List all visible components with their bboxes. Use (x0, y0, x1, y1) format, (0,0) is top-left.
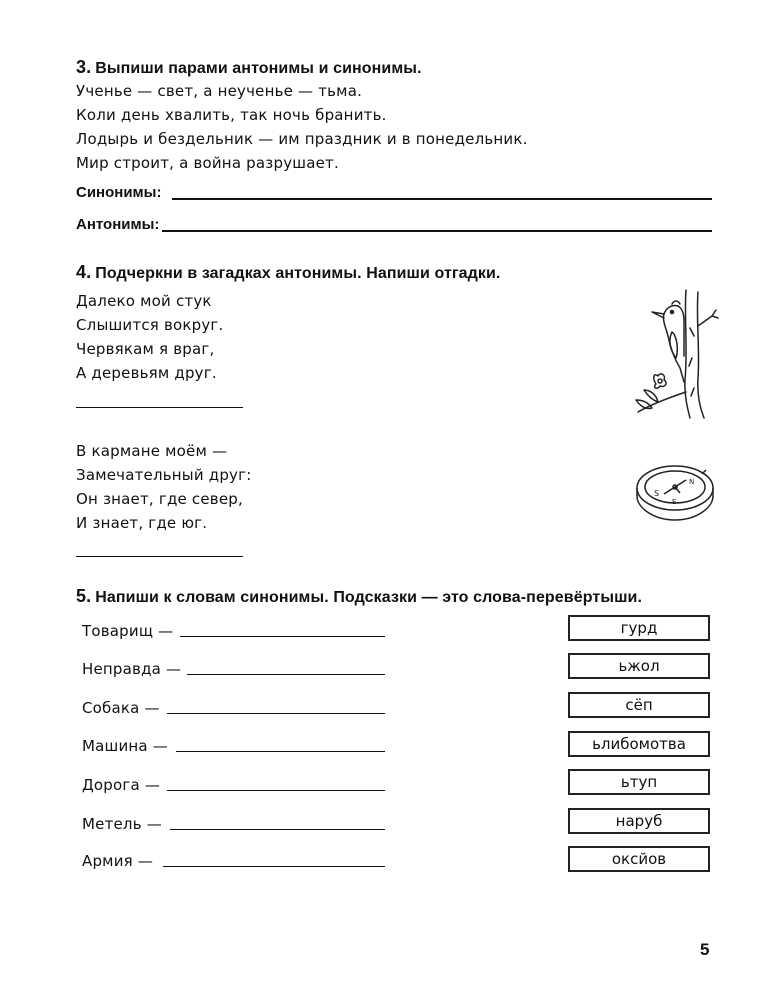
compass-illustration (634, 462, 716, 524)
riddle-1-line-1: Далеко мой стук (76, 292, 212, 310)
word-7-answer-line[interactable] (163, 866, 385, 867)
proverb-line-2: Коли день хвалить, так ночь бранить. (76, 106, 387, 124)
task-5-title-text: Напиши к словам синонимы. Подсказки — это слова-перевёртыши. (95, 589, 643, 606)
word-2-answer-line[interactable] (187, 674, 385, 675)
proverb-line-4: Мир строит, а война разрушает. (76, 154, 339, 172)
svg-text:E: E (672, 498, 677, 506)
hint-box-2: ьжол (568, 653, 710, 679)
task-4-number: 4. (76, 262, 92, 282)
task-4-title-text: Подчеркни в загадках антонимы. Напиши отгадки. (95, 265, 501, 282)
riddle-2-answer-line[interactable] (76, 556, 243, 557)
task-5-number: 5. (76, 586, 92, 606)
word-3-answer-line[interactable] (167, 713, 385, 714)
svg-text:S: S (654, 489, 660, 498)
task-3-title (76, 57, 422, 78)
svg-text:N: N (689, 478, 695, 486)
proverb-line-3: Лодырь и бездельник — им праздник и в понедельник. (76, 130, 528, 148)
riddle-2-line-3: Он знает, где север, (76, 490, 243, 508)
page-number: 5 (700, 940, 710, 959)
antonyms-answer-line[interactable] (162, 230, 712, 232)
hint-box-1: гурд (568, 615, 710, 641)
word-7: Армия — (82, 852, 154, 870)
word-6: Метель — (82, 815, 162, 833)
hint-box-6: наруб (568, 808, 710, 834)
word-4-answer-line[interactable] (176, 751, 385, 752)
hint-box-5: ьтуп (568, 769, 710, 795)
word-2: Неправда — (82, 660, 182, 678)
antonyms-label: Антонимы: (76, 216, 160, 233)
word-6-answer-line[interactable] (170, 829, 385, 830)
task-3-title-text: Выпиши парами антонимы и синонимы. (95, 60, 422, 77)
word-5: Дорога — (82, 776, 161, 794)
task-4-title (76, 262, 500, 283)
word-4: Машина — (82, 737, 168, 755)
riddle-1-answer-line[interactable] (76, 407, 243, 408)
riddle-1-line-4: А деревьям друг. (76, 364, 217, 382)
riddle-2-line-4: И знает, где юг. (76, 514, 208, 532)
riddle-2-line-2: Замечательный друг: (76, 466, 252, 484)
synonyms-label: Синонимы: (76, 184, 162, 201)
word-3: Собака — (82, 699, 160, 717)
hint-box-7: оксйов (568, 846, 710, 872)
task-5-title (76, 586, 642, 607)
riddle-1-line-3: Червякам я враг, (76, 340, 215, 358)
woodpecker-illustration (628, 288, 720, 420)
task-3-number: 3. (76, 57, 92, 77)
word-1: Товарищ — (82, 622, 174, 640)
riddle-2-line-1: В кармане моём — (76, 442, 228, 460)
hint-box-4: ьлибомотва (568, 731, 710, 757)
hint-box-3: сёп (568, 692, 710, 718)
proverb-line-1: Ученье — свет, а неученье — тьма. (76, 82, 363, 100)
word-5-answer-line[interactable] (167, 790, 385, 791)
riddle-1-line-2: Слышится вокруг. (76, 316, 224, 334)
word-1-answer-line[interactable] (180, 636, 385, 637)
synonyms-answer-line[interactable] (172, 198, 712, 200)
